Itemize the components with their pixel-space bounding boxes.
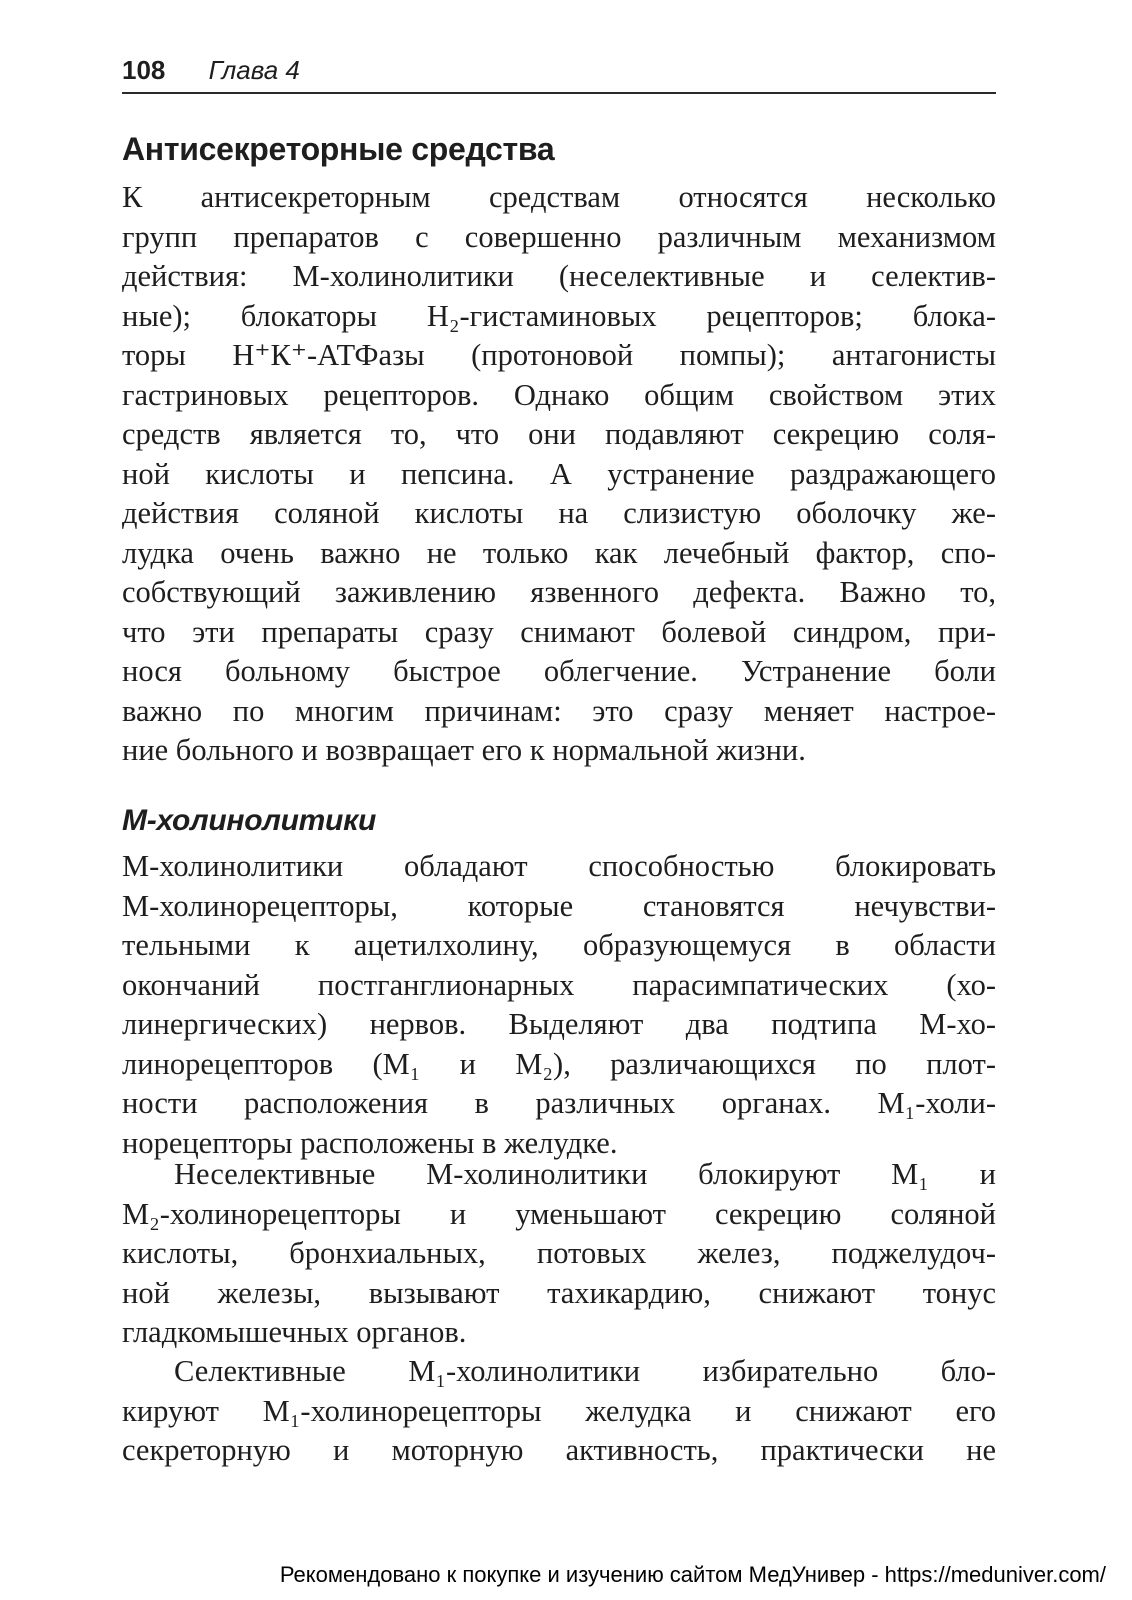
text-line: кируют М₁-холинорецепторы желудка и снижают его xyxy=(122,1393,996,1428)
text-line: важно по многим причинам: это сразу меняет настрое- xyxy=(122,693,996,728)
text-line: средств является то, что они подавляют секрецию соля- xyxy=(122,417,996,451)
text-line: что эти препараты сразу снимают болевой синдром, при- xyxy=(122,614,996,649)
text-line: окончаний постганглионарных парасимпатических (хо- xyxy=(122,967,996,1002)
text-line: линергических) нервов. Выделяют два подтипа М-хо- xyxy=(122,1007,996,1041)
text-line: кислоты, бронхиальных, потовых желез, поджелудоч- xyxy=(122,1236,996,1270)
paragraph-antisecretory xyxy=(122,178,996,771)
paragraph-m-cholinolytics xyxy=(122,847,996,1163)
text-line: ности расположения в различных органах. М₁-холи- xyxy=(122,1086,996,1120)
paragraph-nonselective xyxy=(122,1155,996,1353)
text-line: ной железы, вызывают тахикардию, снижают тонус xyxy=(122,1275,996,1310)
text-line: торы Н⁺К⁺-АТФазы (протоновой помпы); антагонисты xyxy=(122,338,996,372)
text-line: норецепторы расположены в желудке. xyxy=(122,1125,618,1160)
text-line: К антисекреторным средствам относятся несколько xyxy=(122,180,996,214)
text-line: линорецепторов (М₁ и М₂), различающихся по плот- xyxy=(122,1046,996,1081)
text-line: нося больному быстрое облегчение. Устранение боли xyxy=(122,654,996,688)
text-line: ние больного и возвращает его к нормальной жизни. xyxy=(122,733,806,767)
text-line: М₂-холинорецепторы и уменьшают секрецию соляной xyxy=(122,1196,996,1231)
text-line: гладкомышечных органов. xyxy=(122,1315,467,1349)
text-line: ные); блокаторы Н₂-гистаминовых рецепторов; блока- xyxy=(122,298,996,333)
text-line: М-холинолитики обладают способностью блокировать xyxy=(122,849,996,883)
paragraph-selective xyxy=(122,1352,996,1471)
footer-recommendation: Рекомендовано к покупке и изучению сайтом МедУнивер - https://meduniver.com/ xyxy=(279,1562,1106,1587)
text-line: собствующий заживлению язвенного дефекта. Важно то, xyxy=(122,575,996,609)
subsection-heading: М-холинолитики xyxy=(122,804,376,837)
text-line: Неселективные М-холинолитики блокируют М₁ и xyxy=(174,1157,996,1191)
text-line: действия соляной кислоты на слизистую оболочку же- xyxy=(122,496,996,530)
text-line: лудка очень важно не только как лечебный фактор, спо- xyxy=(122,535,996,570)
text-line: тельными к ацетилхолину, образующемуся в области xyxy=(122,928,996,962)
running-head xyxy=(122,52,996,94)
text-line: групп препаратов с совершенно различным механизмом xyxy=(122,219,996,254)
text-line: ной кислоты и пепсина. А устранение раздражающего xyxy=(122,456,996,491)
section-heading: Антисекреторные средства xyxy=(122,131,555,167)
text-line: Селективные М₁-холинолитики избирательно бло- xyxy=(174,1354,996,1388)
page-number: 108 xyxy=(122,55,166,85)
text-line: гастриновых рецепторов. Однако общим свойством этих xyxy=(122,377,996,412)
text-line: секреторную и моторную активность, практически не xyxy=(122,1433,996,1467)
chapter-label: Глава 4 xyxy=(208,55,300,85)
text-line: М-холинорецепторы, которые становятся нечувстви- xyxy=(122,888,996,923)
text-line: действия: М-холинолитики (неселективные и селектив- xyxy=(122,259,996,293)
